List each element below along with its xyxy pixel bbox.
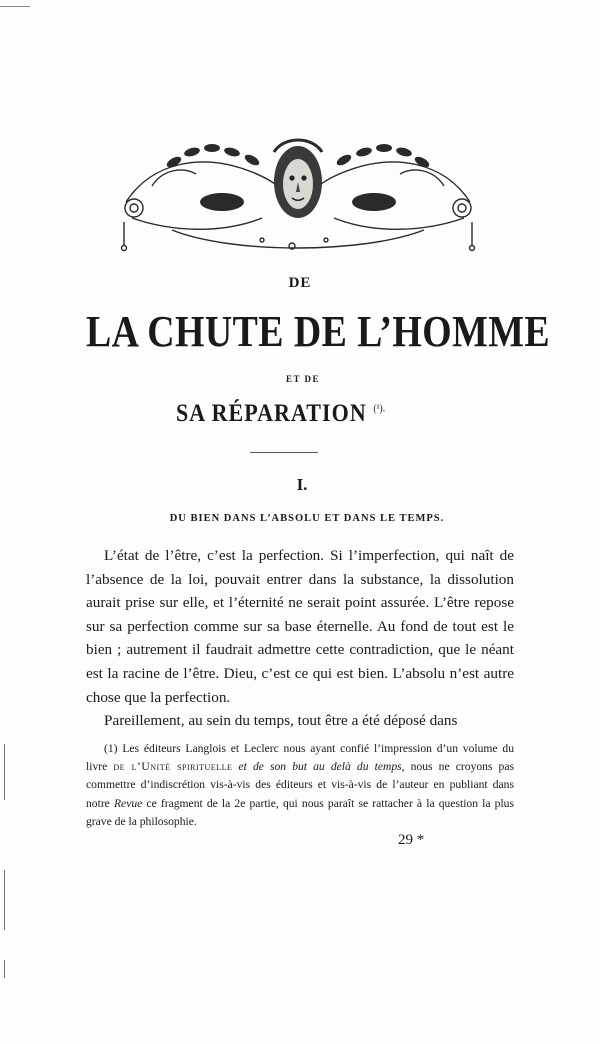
footnote-part: nous ne croyons pas commettre d’indiscrétion vis-à-vis des éditeurs et vis-à-vis de l’auteur en publiant dans notre [86,760,514,810]
footnote-part: (1) Les éditeurs Langlois et Leclerc nous ayant confié l’impression d’un volume du livre [86,742,514,774]
footnote-reference: (¹). [373,402,386,415]
footnote-book-title: de l’Unité spirituelle [113,760,233,774]
section-title: DU BIEN DANS L’ABSOLU ET DANS LE TEMPS. [169,513,445,524]
paragraph: L’état de l’être, c’est la perfection. Si l’imperfection, qui naît de l’absence de la loi, pouvait entrer dans la substance, la dissolution aurait prise sur elle, et l’éternité ne serait point assurée. L’être repose sur sa perfection comme sur sa base éternelle. Au fond de tout est le bien ; autrement il faudrait admettre cette contradiction, que le néant est la racine de l’être. Dieu, c’est ce qui est bien. L’absolu n’est autre chose que la perfection. [86,547,514,706]
title-connector: ET DE [285,374,321,384]
paragraph: Pareillement, au sein du temps, tout être a été déposé dans [104,712,458,730]
page-number: 29 * [398,832,425,848]
sub-title-text: SA RÉPARATION [176,400,367,427]
footnote-revue: Revue [113,796,143,810]
footnote-part: ce fragment de la 2e partie, qui nous paraît se rattacher à la question la plus grave de la philosophie. [86,796,514,828]
body-text [86,544,514,733]
scan-top-rule [0,6,30,7]
title-prefix: DE [288,275,312,291]
sub-title [176,400,385,428]
title-divider [250,452,318,453]
footnote-text [86,740,514,831]
scan-edge-mark [4,960,5,978]
section-number: I. [296,475,308,494]
scan-edge-mark [4,870,5,930]
headpiece-ornament [112,122,484,254]
scan-edge-mark [4,744,5,800]
footnote [86,740,514,831]
main-title: LA CHUTE DE L’HOMME [86,307,551,356]
footnote-book-subtitle: et de son but au delà du temps, [232,760,405,774]
mask-face-icon [274,140,322,218]
